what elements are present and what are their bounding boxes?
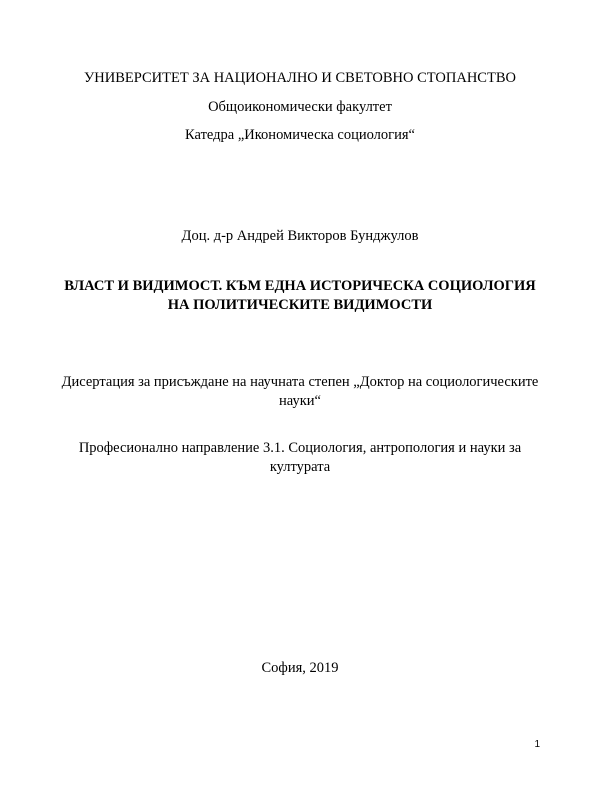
faculty-name: Общоикономически факултет	[208, 99, 392, 115]
professional-field-line-2: културата	[269, 459, 331, 475]
university-name: УНИВЕРСИТЕТ ЗА НАЦИОНАЛНО И СВЕТОВНО СТОПАНСТВО	[84, 70, 516, 86]
department-name: Катедра „Икономическа социология“	[185, 127, 415, 143]
page-number: 1	[534, 739, 540, 750]
dissertation-title-line-1: ВЛАСТ И ВИДИМОСТ. КЪМ ЕДНА ИСТОРИЧЕСКА СОЦИОЛОГИЯ	[64, 278, 536, 294]
author-name: Доц. д-р Андрей Викторов Бунджулов	[181, 228, 419, 244]
professional-field-line-1: Професионално направление 3.1. Социология, антропология и науки за	[78, 440, 522, 456]
place-and-year: София, 2019	[261, 660, 339, 676]
degree-description-line-1: Дисертация за присъждане на научната степен „Доктор на социологическите	[61, 374, 539, 390]
dissertation-title-line-2: НА ПОЛИТИЧЕСКИТЕ ВИДИМОСТИ	[167, 297, 433, 313]
degree-description-line-2: науки“	[279, 393, 321, 409]
